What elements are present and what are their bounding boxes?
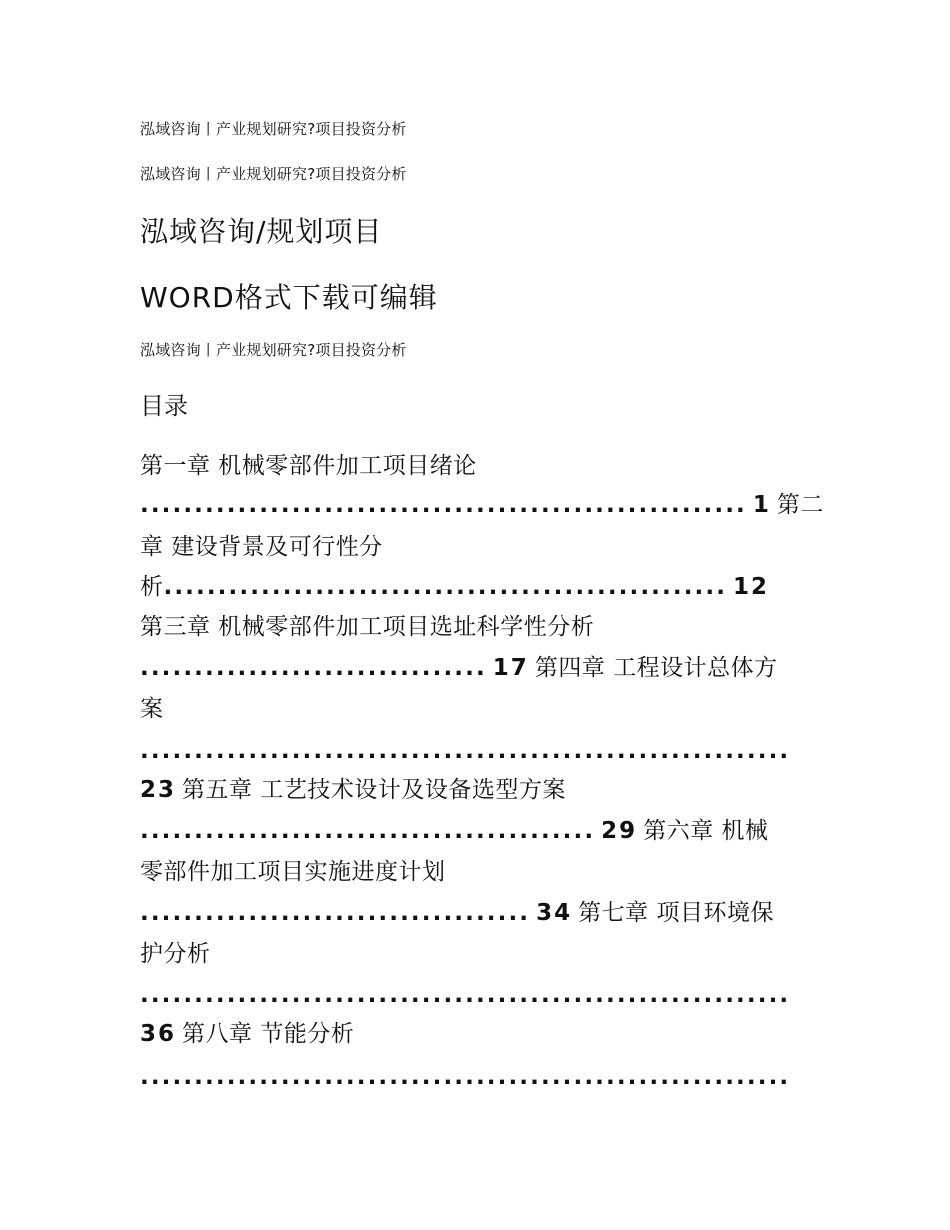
toc-line (140, 532, 810, 562)
toc-text: 第八章 节能分析 (182, 1021, 355, 1047)
toc-text: 第三章 机械零部件加工项目选址科学性分析 (140, 614, 595, 640)
toc-line (140, 775, 810, 805)
toc-text: 案 (140, 696, 164, 722)
toc-line (140, 816, 810, 846)
toc-text: 第七章 项目环境保 (578, 900, 774, 926)
toc-heading: 目录 (140, 392, 188, 420)
toc-page-number: 29 (601, 818, 638, 844)
toc-line (140, 572, 810, 602)
toc-line (140, 898, 810, 928)
toc-line (140, 653, 810, 683)
toc-text: 章 建设背景及可行性分 (140, 534, 383, 560)
header-line-3: 泓域咨询丨产业规划研究?项目投资分析 (140, 341, 407, 359)
toc-leader-dots: ................................ (140, 655, 487, 681)
toc-line (140, 939, 810, 969)
toc-page-number: 1 (752, 492, 771, 518)
toc-line (140, 694, 810, 724)
toc-line (140, 857, 810, 887)
toc-line (140, 1062, 810, 1092)
toc-text: 第二 (776, 492, 824, 518)
toc-page-number: 17 (492, 655, 529, 681)
toc-page-number: 12 (733, 574, 770, 600)
toc-line (140, 980, 810, 1010)
toc-line (140, 612, 810, 642)
toc-text: 第一章 机械零部件加工项目绪论 (140, 453, 477, 479)
toc-text: 析 (140, 574, 164, 600)
toc-leader-dots: ............................................................ (140, 982, 791, 1008)
main-title: 泓域咨询/规划项目 (140, 215, 383, 248)
toc-leader-dots: ............................................................ (140, 1064, 791, 1090)
toc-text: 第六章 机械 (643, 818, 769, 844)
toc-leader-dots: ............................................................ (140, 738, 791, 764)
toc-page-number: 36 (140, 1021, 177, 1047)
toc-leader-dots: .......................................... (140, 818, 596, 844)
toc-line (140, 736, 810, 766)
toc-page-number: 34 (536, 900, 573, 926)
toc-leader-dots: .................................................... (163, 574, 728, 600)
toc-page-number: 23 (140, 777, 177, 803)
toc-leader-dots: .................................... (140, 900, 531, 926)
toc-line (140, 451, 810, 481)
header-line-2: 泓域咨询丨产业规划研究?项目投资分析 (140, 165, 407, 183)
toc-text: 零部件加工项目实施进度计划 (140, 859, 446, 885)
toc-text: 护分析 (140, 941, 211, 967)
header-line-1: 泓域咨询丨产业规划研究?项目投资分析 (140, 120, 407, 138)
sub-title: WORD格式下载可编辑 (140, 281, 438, 314)
toc-leader-dots: ........................................................ (140, 492, 747, 518)
toc-line (140, 490, 824, 520)
toc-line (140, 1019, 810, 1049)
toc-text: 第五章 工艺技术设计及设备选型方案 (182, 777, 566, 803)
toc-text: 第四章 工程设计总体方 (534, 655, 778, 681)
